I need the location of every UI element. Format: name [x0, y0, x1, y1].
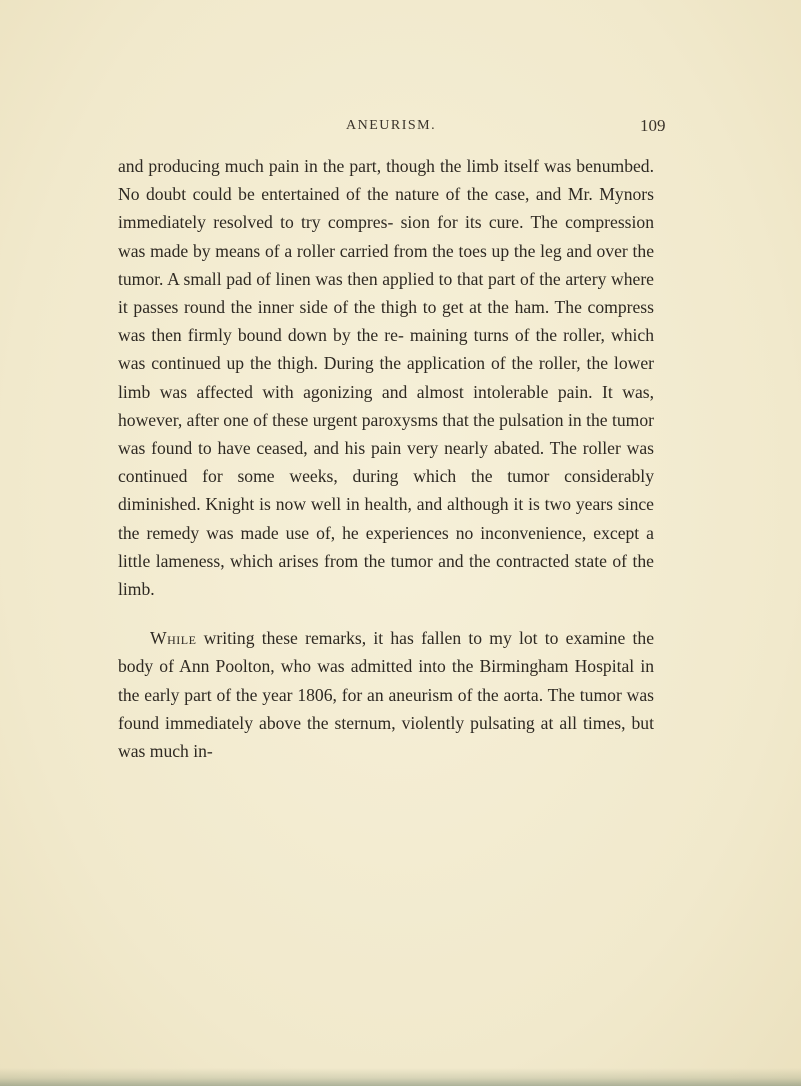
running-head-title: ANEURISM. — [346, 118, 437, 133]
page-number: 109 — [640, 116, 666, 135]
running-head — [0, 118, 801, 142]
paragraph-2-lead: While — [150, 628, 197, 649]
page-edge-stain — [0, 1068, 801, 1086]
body-text — [118, 152, 654, 765]
paragraph-2-text: writing these remarks, it has fallen to my lot to examine the body of Ann Poolton, who was admitted into the Birmingham Hospital in the early part of the year 1806, for an aneurism of the aorta. The tumor was found immediately above the sternum, violently pulsating at all times, but was much in- — [118, 628, 654, 762]
paragraph-1: and producing much pain in the part, though the limb itself was benumbed. No doubt could be entertained of the nature of the case, and Mr. Mynors immediately resolved to try compres- sion for its cure. The compression was made by means of a roller carried from the toes up the leg and over the tumor. A small pad of linen was then applied to that part of the artery where it passes round the inner side of the thigh to get at the ham. The compress was then firmly bound down by the re- maining turns of the roller, which was continued up the thigh. During the application of the roller, the lower limb was affected with agonizing and almost intolerable pain. It was, however, after one of these urgent paroxysms that the pulsation in the tumor was found to have ceased, and his pain very nearly abated. The roller was continued for some weeks, during which the tumor considerably diminished. Knight is now well in health, and although it is two years since the remedy was made use of, he experiences no inconvenience, except a little lameness, which arises from the tumor and the contracted state of the limb. — [118, 156, 654, 600]
paragraph-2 — [118, 624, 654, 765]
